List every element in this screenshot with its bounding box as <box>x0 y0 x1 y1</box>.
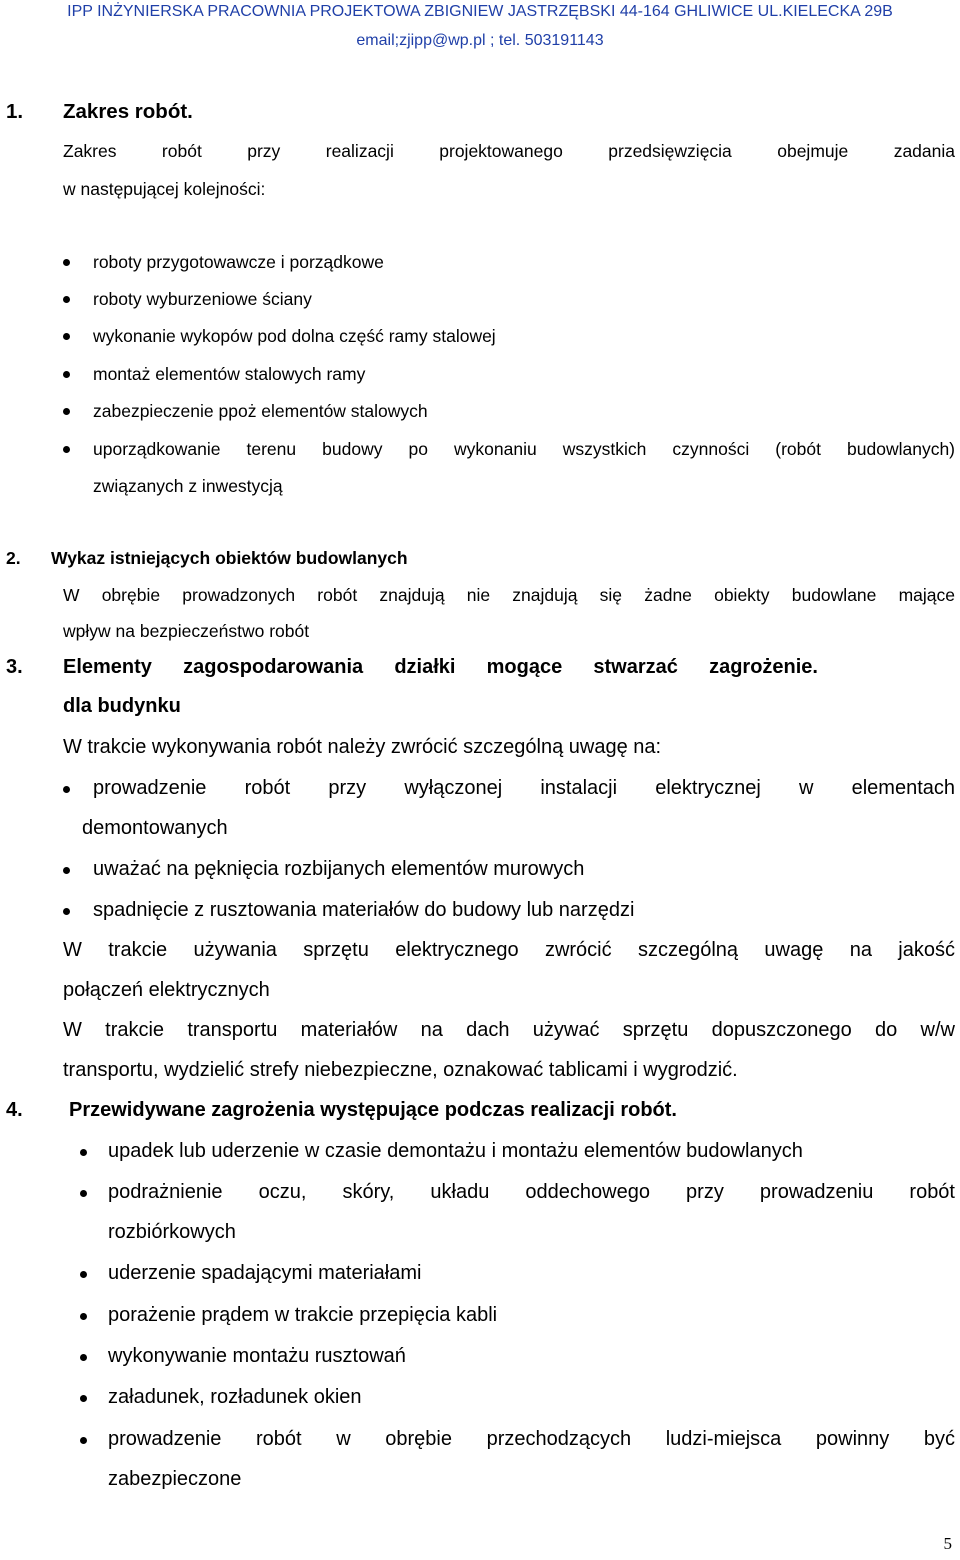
section-3-title: Elementy zagospodarowania działki mogące stwarzać zagrożenie. <box>63 656 818 678</box>
list-item: porażenie prądem w trakcie przepięcia kabli <box>108 1304 498 1326</box>
list-item: zabezpieczenie ppoż elementów stalowych <box>93 401 428 421</box>
section-3-paragraph-2-line-1: W trakcie transportu materiałów na dach używać sprzętu dopuszczonego do w/w <box>63 1019 955 1041</box>
bullet-icon <box>80 1190 87 1197</box>
bullet-icon <box>63 786 70 793</box>
section-4-number: 4. <box>6 1099 23 1121</box>
list-item-continuation: rozbiórkowych <box>108 1221 236 1243</box>
list-item: uporządkowanie terenu budowy po wykonaniu wszystkich czynności (robót budowlanych) <box>93 439 955 459</box>
page-number: 5 <box>943 1534 952 1553</box>
section-4-title: Przewidywane zagrożenia występujące podczas realizacji robót. <box>69 1099 677 1121</box>
header-line-2: email;zjipp@wp.pl ; tel. 503191143 <box>356 32 604 49</box>
list-item: podrażnienie oczu, skóry, układu oddechowego przy prowadzeniu robót <box>108 1181 955 1203</box>
bullet-icon <box>80 1354 87 1361</box>
section-1-paragraph-line-2: w następującej kolejności: <box>63 179 266 199</box>
list-item: uważać na pęknięcia rozbijanych elementów murowych <box>93 858 585 880</box>
list-item: załadunek, rozładunek okien <box>108 1386 362 1408</box>
section-1-title: Zakres robót. <box>63 100 193 123</box>
bullet-icon <box>63 371 70 378</box>
bullet-icon <box>63 296 70 303</box>
section-3-paragraph-1-line-1: W trakcie używania sprzętu elektrycznego zwrócić szczególną uwagę na jakość <box>63 939 955 961</box>
section-1-paragraph-line-1: Zakres robót przy realizacji projektowanego przedsięwzięcia obejmuje zadania <box>63 141 955 161</box>
bullet-icon <box>80 1149 87 1156</box>
bullet-icon <box>63 908 70 915</box>
list-item: roboty wyburzeniowe ściany <box>93 289 312 309</box>
header-line-1: IPP INŻYNIERSKA PRACOWNIA PROJEKTOWA ZBIGNIEW JASTRZĘBSKI 44-164 GHLIWICE UL.KIELECKA 29B <box>67 3 893 20</box>
section-2-text-line-2: wpływ na bezpieczeństwo robót <box>63 621 310 641</box>
section-2-text-line-1: W obrębie prowadzonych robót znajdują nie znajdują się żadne obiekty budowlane mające <box>63 585 955 605</box>
list-item: prowadzenie robót w obrębie przechodzących ludzi-miejsca powinny być <box>108 1428 955 1450</box>
list-item-continuation: związanych z inwestycją <box>93 476 283 496</box>
bullet-icon <box>80 1271 87 1278</box>
section-2-title: Wykaz istniejących obiektów budowlanych <box>51 548 408 568</box>
list-item: prowadzenie robót przy wyłączonej instalacji elektrycznej w elementach <box>93 777 955 799</box>
list-item: spadnięcie z rusztowania materiałów do budowy lub narzędzi <box>93 899 635 921</box>
section-2-number: 2. <box>6 548 21 568</box>
bullet-icon <box>63 867 70 874</box>
section-3-number: 3. <box>6 656 23 678</box>
bullet-icon <box>63 333 70 340</box>
bullet-icon <box>80 1313 87 1320</box>
section-3-paragraph-2-line-2: transportu, wydzielić strefy niebezpieczne, oznakować tablicami i wygrodzić. <box>63 1059 738 1081</box>
list-item: uderzenie spadającymi materiałami <box>108 1262 422 1284</box>
section-3-paragraph-1-line-2: połączeń elektrycznych <box>63 979 270 1001</box>
list-item: wykonywanie montażu rusztowań <box>108 1345 406 1367</box>
bullet-icon <box>63 259 70 266</box>
list-item: roboty przygotowawcze i porządkowe <box>93 252 384 272</box>
section-3-subtitle: dla budynku <box>63 695 181 717</box>
bullet-icon <box>63 408 70 415</box>
list-item: wykonanie wykopów pod dolna część ramy stalowej <box>93 326 496 346</box>
bullet-icon <box>80 1395 87 1402</box>
list-item: upadek lub uderzenie w czasie demontażu i montażu elementów budowlanych <box>108 1140 803 1162</box>
list-item: montaż elementów stalowych ramy <box>93 364 366 384</box>
list-item-continuation: zabezpieczone <box>108 1468 242 1490</box>
section-1-number: 1. <box>6 100 24 123</box>
section-3-intro: W trakcie wykonywania robót należy zwrócić szczególną uwagę na: <box>63 736 662 758</box>
bullet-icon <box>80 1437 87 1444</box>
list-item-continuation: demontowanych <box>82 817 228 839</box>
bullet-icon <box>63 446 70 453</box>
